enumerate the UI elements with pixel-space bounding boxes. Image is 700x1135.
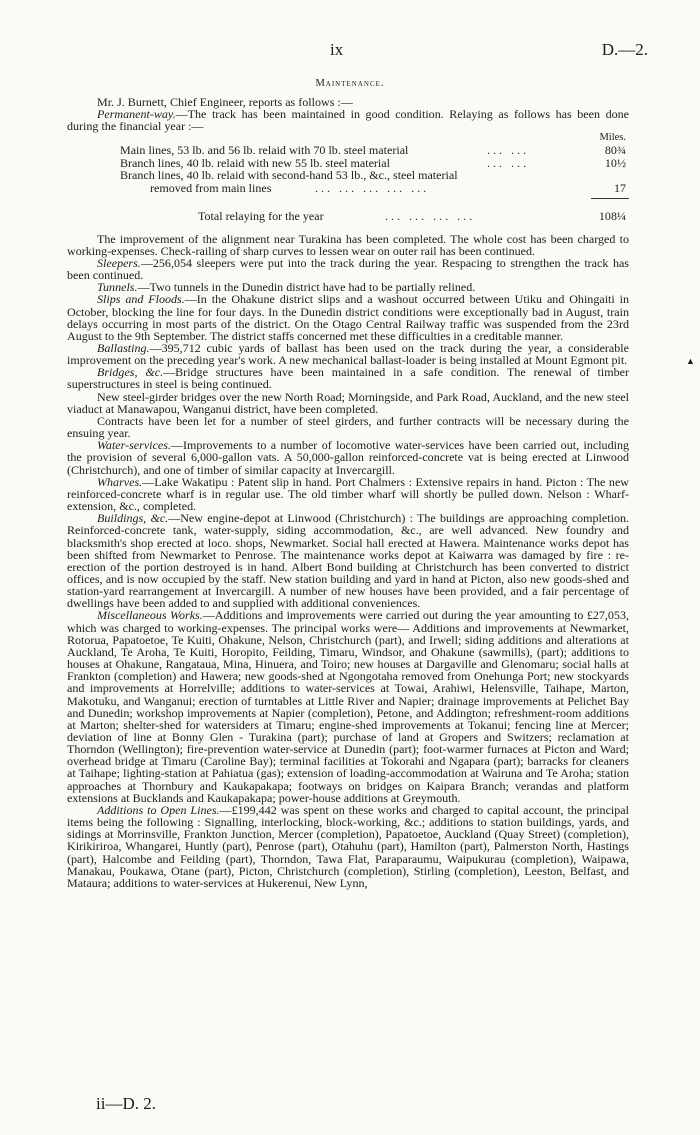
- tunnels-paragraph: Tunnels.—Two tunnels in the Dunedin district have had to be partially relined.: [97, 280, 476, 295]
- wharves-heading: Wharves.: [97, 474, 143, 489]
- ballasting-paragraph: Ballasting.—395,712 cubic yards of ballast has been used on the track during the year, a considerable improvement on the preceding year's work. A new mechanical ballast-loader is being installed at Mount Egmont pit.: [67, 341, 629, 368]
- relaying-table: [67, 132, 629, 207]
- document-reference: D.—2.: [601, 40, 648, 59]
- bridges-paragraph: Bridges, &c.—Bridge structures have been maintained in a safe condition. The renewal of timber superstructures in steel is being continued.: [67, 365, 629, 392]
- paragraph: Contracts have been let for a number of steel girders, and further contracts will be necessary during the ensuing year.: [67, 413, 629, 441]
- total-label: Total relaying for the year: [198, 209, 324, 224]
- bridges-heading: Bridges, &c.: [97, 365, 164, 380]
- relaying-row: [67, 169, 629, 181]
- total-value: 108¼: [598, 209, 626, 224]
- row-label: Main lines, 53 lb. and 56 lb. relaid with 70 lb. steel material: [120, 143, 409, 158]
- buildings-paragraph: Buildings, &c.—New engine-depot at Linwood (Christchurch) : The buildings are approaching completion. Reinforced-concrete tank, water-supply, siding accommodation, &c., are well advanced. New foundry and blacksmith's shop erected at loco. shops, Newmarket. Social hall erected at Hawera. Maintenance works depot has been shifted from Newmarket to Penrose. The maintenance works depot at Kaiwarra was damaged by fire : re-erection of the portion destroyed is in hand. Albert Bond building at Christchurch has been converted to district offices, and is now occupied by the staff. New station building and yard in hand at Picton, also new goods-shed and station-yard rearrangement at Invercargill. A number of new houses have been provided, and a fair percentage of dwellings have been added to and supplied with additional conveniences.: [67, 511, 630, 611]
- units-label: Miles.: [599, 132, 626, 144]
- miscellaneous-works-paragraph: Miscellaneous Works.—Additions and improvements were carried out during the year amounting to £27,053, which was charged to working-expenses. The principal works were— Additions and improvements at Newmarket, Rotorua, Papatoetoe, Te Kuiti, Ohakune, Nelson, Christchurch (part), and Irwell; siding additions and alterations at Auckland, Te Aroha, Te Kuiti, Horopito, Feilding, Timaru, Windsor, and Ohakune (sawmills), (part); additions to houses at Ohakune, Rangataua, Mina, Hinuera, and Toiro; new houses at Dargaville and Glenomaru; social halls at Frankton (completion) and Hawera; new goods-shed at Ngongotaha removed from Onehunga Port; new stockyards and improvements at Horrelville; additions to water-services at Towai, Arahiwi, Helensville, Taihape, Marton, Makotuku, and Wanganui; erection of turntables at Little River and Napier; drainage improvements at Pelichet Bay and Dunedin; workshop improvements at Napier (completion), Petone, and Addington; refreshment-room additions at Marton; shelter-shed for watersiders at Timaru; engine-shed improvements at Tokanui; fencing line at Mercer; deviation of line at Bonny Glen - Turakina (part); purchase of land at Gropers and Switzers; reclamation at Thorndon (Wellington); fire-prevention water-service at Dunedin (part); foot-warmer furnaces at Picton and Ward; overhead bridge at Timaru (Caroline Bay); terminal facilities at Tokorahi and Ngapara (part); barracks for cleaners at Taihape; lighting-station at Pahiatua (gas); extension of loading-accommodation at Wairuna and Te Aroha; station approaches at Thornbury and Kaukapakapa; footways on bridges on Kaipara Branch; verandas and platform extensions at Bucklands and Kaukapakapa; power-house additions at Greymouth.: [67, 608, 629, 805]
- permanent-way-text: —The track has been maintained in good condition. Relaying as follows has been done during the financial year :—: [67, 107, 629, 134]
- row-label: removed from main lines: [150, 181, 272, 196]
- paragraph: The improvement of the alignment near Turakina has been completed. The whole cost has been charged to working-expenses. Check-railing of sharp curves to lessen wear on outer rail has been continued.: [67, 231, 629, 258]
- additions-open-lines-paragraph: Additions to Open Lines.—£199,442 was spent on these works and charged to capital account, the principal items being the following : Signalling, interlocking, block-working, &c.; additions to station buildings, yards, and sidings at Morrinsville, Frankton Junction, Mercer (completion), Papatoetoe, Auckland (Quay Street) (completion), Kirikiriroa, Whangarei, Huntly (part), Penrose (part), Otahuhu (part), Hamilton (part), Palmerston North, Hastings (part), Halcombe and Feilding (part), Thorndon, Tawa Flat, Paraparaumu, Waipukurau (completion), Waipawa, Manakau, Poukawa, Otane (part), Picton, Christchurch (completion), Stirling (completion), Leeston, Belfast, and Mataura; additions to water-services at Hukerenui, New Lynn,: [67, 802, 629, 890]
- sleepers-heading: Sleepers.: [97, 255, 141, 270]
- ballasting-heading: Ballasting.: [97, 341, 150, 356]
- row-label: Branch lines, 40 lb. relaid with new 55 lb. steel material: [120, 156, 390, 171]
- relaying-total-row: [67, 210, 629, 222]
- total-rule: [591, 198, 629, 199]
- permanent-way-paragraph: [67, 108, 629, 132]
- additions-open-lines-heading: Additions to Open Lines.: [97, 802, 220, 817]
- miscellaneous-works-heading: Miscellaneous Works.: [97, 608, 203, 623]
- water-services-paragraph: Water-services.—Improvements to a number of locomotive water-services have been carried out, including the provision of several 6,000-gallon vats. A 50,000-gallon reinforced-concrete vat is being erected at Linwood (Christchurch), and one of timber of similar capacity at Invercargill.: [67, 438, 629, 477]
- sleepers-paragraph: Sleepers.—256,054 sleepers were put into the track during the year. Respacing to strengthen the track has been continued.: [67, 255, 629, 283]
- report-body: [67, 96, 629, 889]
- permanent-way-heading: Permanent-way.: [97, 107, 176, 122]
- margin-mark: ▲: [686, 356, 695, 366]
- tunnels-heading: Tunnels.: [97, 280, 138, 295]
- paragraph: New steel-girder bridges over the new North Road; Morningside, and Park Road, Auckland, and the new steel viaduct at Manawapou, Wanganui district, have been completed.: [67, 389, 629, 416]
- page-footer: ii—D. 2.: [96, 1094, 156, 1113]
- row-leader: ... ...: [487, 156, 530, 171]
- row-value: 10½: [604, 156, 626, 171]
- section-title: Maintenance.: [315, 78, 385, 89]
- total-leader: ... ... ... ...: [385, 209, 476, 224]
- buildings-heading: Buildings, &c.: [97, 511, 169, 526]
- row-value: 17: [613, 181, 626, 196]
- intro-paragraph: Mr. J. Burnett, Chief Engineer, reports as follows :—: [97, 95, 353, 109]
- row-value: 80¾: [604, 143, 626, 158]
- relaying-row: [67, 144, 629, 156]
- row-label: Branch lines, 40 lb. relaid with second-hand 53 lb., &c., steel material: [120, 168, 458, 183]
- slips-heading: Slips and Floods.: [97, 292, 185, 307]
- row-leader: ... ...: [487, 143, 530, 158]
- page-number: ix: [330, 40, 344, 59]
- row-leader: ... ... ... ... ...: [315, 181, 430, 196]
- slips-paragraph: Slips and Floods.—In the Ohakune district slips and a washout occurred between Utiku and Ohingaiti in October, blocking the line for four days. In the Dunedin district conditions were exceptionally bad in August, train delays occurring in most parts of the district. On the Otago Central Railway traffic was suspended from the 23rd August to the 9th September. The district staffs concerned met these difficulties in a creditable manner.: [67, 292, 629, 343]
- wharves-paragraph: Wharves.—Lake Wakatipu : Patent slip in hand. Port Chalmers : Extensive repairs in hand. Picton : The new reinforced-concrete wharf is in regular use. The old timber wharf will shortly be pulled down. Nelson : Wharf-extension, &c., completed.: [67, 474, 629, 514]
- water-services-heading: Water-services.: [97, 438, 171, 453]
- relaying-row: [67, 182, 629, 194]
